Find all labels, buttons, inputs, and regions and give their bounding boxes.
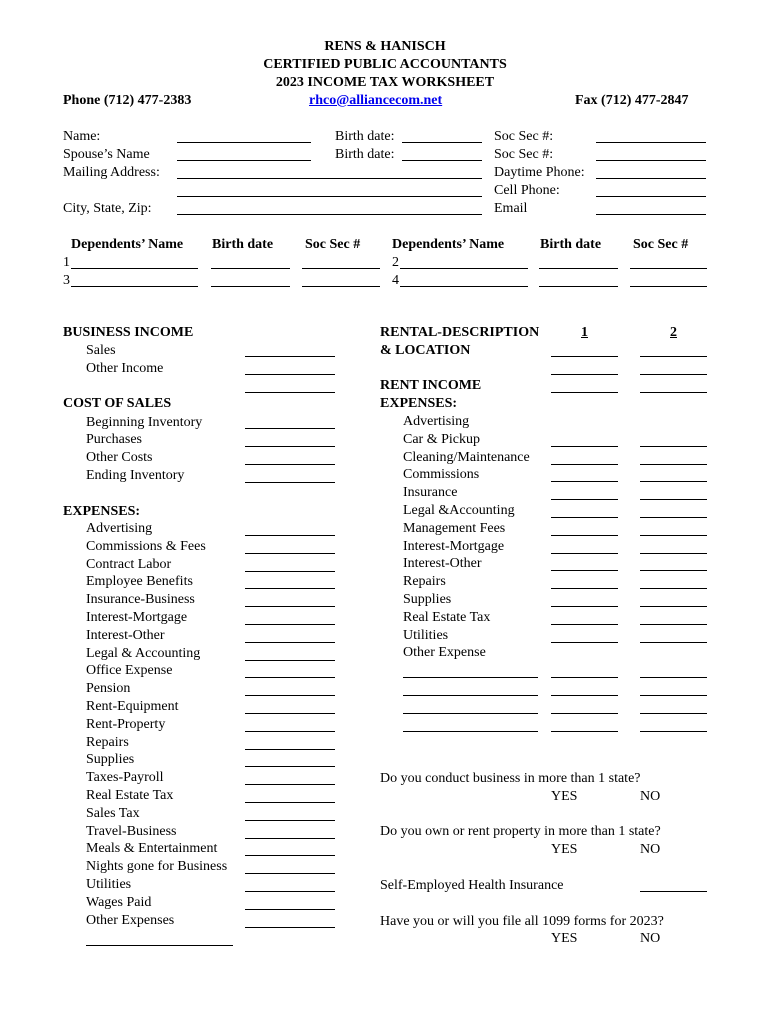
business-expense-amount-field[interactable] [245,553,335,554]
question-multi-state-property: Do you own or rent property in more than 1 state? [380,824,661,839]
rental-description-heading: RENTAL-DESCRIPTION [380,325,540,340]
health-insurance-amount-field[interactable] [640,891,707,892]
rental-2-location-field[interactable] [640,356,707,357]
business-expenses-heading: EXPENSES: [63,504,141,519]
city-label: City, State, Zip: [63,201,152,216]
rental-expense-label: Interest-Mortgage [403,538,505,554]
rental-other-description-field[interactable] [403,731,538,732]
fax-number: Fax (712) 477-2847 [575,93,689,108]
business-expense-amount-field[interactable] [245,766,335,767]
mailing-field-2[interactable] [177,196,482,197]
rental-2-expense-field[interactable] [640,553,707,554]
dependent-2-name-field[interactable] [400,268,528,269]
cos-amount-field[interactable] [245,464,335,465]
dependent-3-birth-field[interactable] [211,286,290,287]
business-amount-field[interactable] [245,392,335,393]
no-option[interactable]: NO [640,931,661,946]
rental-1-expense-field[interactable] [551,588,618,589]
rental-2-expense-field[interactable] [640,517,707,518]
rental-2-amount-field[interactable] [640,695,707,696]
rental-1-expense-field[interactable] [551,642,618,643]
rental-1-expense-field[interactable] [551,481,618,482]
business-expense-label: Employee Benefits [86,574,193,590]
dependent-row-number: 4 [392,273,399,288]
business-expense-label: Rent-Property [86,716,166,732]
rental-1-expense-field[interactable] [551,535,618,536]
rental-other-description-field[interactable] [403,677,538,678]
business-expense-amount-field[interactable] [245,891,335,892]
cos-amount-field[interactable] [245,428,335,429]
cos-item-label: Other Costs [86,450,153,465]
question-1099-forms: Have you or will you file all 1099 forms for 2023? [380,914,664,929]
business-expense-label: Repairs [86,734,129,750]
dependents-soc-header-left: Soc Sec # [305,237,361,252]
business-expense-label: Legal & Accounting [86,645,201,661]
dependent-1-name-field[interactable] [71,268,198,269]
business-expense-amount-field[interactable] [245,909,335,910]
rental-1-expense-field[interactable] [551,464,618,465]
cost-of-sales-heading: COST OF SALES [63,396,172,411]
rental-expense-label: Repairs [403,574,446,590]
business-expense-label: Advertising [86,521,153,536]
dependents-soc-header-right: Soc Sec # [633,237,689,252]
business-expense-label: Interest-Mortgage [86,610,188,625]
question-multi-state-business: Do you conduct business in more than 1 state? [380,771,641,786]
dependent-4-birth-field[interactable] [539,286,618,287]
business-expense-label: Supplies [86,752,135,768]
firm-name: RENS & HANISCH [324,39,446,54]
business-expense-amount-field[interactable] [245,677,335,678]
business-expense-label: Commissions & Fees [86,538,206,554]
business-expense-label: Meals & Entertainment [86,841,218,857]
business-expense-amount-field[interactable] [245,571,335,572]
business-expense-label: Taxes-Payroll [86,770,164,786]
rental-expense-label: Supplies [403,592,452,607]
rental-expense-label: Utilities [403,627,449,643]
business-expense-amount-field[interactable] [245,535,335,536]
dependents-name-header-right: Dependents’ Name [392,237,505,252]
rental-1-expense-field[interactable] [551,499,618,500]
dependent-3-name-field[interactable] [71,286,198,287]
rental-2-income-field[interactable] [640,392,707,393]
soc-sec-field-2[interactable] [596,160,706,161]
rental-expense-label: Insurance [403,485,458,501]
self-employed-health-insurance-label: Self-Employed Health Insurance [380,878,564,893]
dependents-birth-header-left: Birth date [212,237,274,252]
rental-expense-label: Other Expense [403,645,486,661]
rental-expense-label: Real Estate Tax [403,609,491,625]
business-expense-amount-field[interactable] [245,624,335,625]
rental-expense-label: Cleaning/Maintenance [403,449,530,465]
cell-phone-label: Cell Phone: [494,183,560,198]
yes-option[interactable]: YES [551,842,578,857]
rental-1-expense-field[interactable] [551,446,618,447]
rental-expense-label: Management Fees [403,520,506,536]
rental-2-expense-field[interactable] [640,588,707,589]
business-item-label: Sales [86,343,116,358]
business-expense-label: Contract Labor [86,556,172,572]
business-expense-label: Rent-Equipment [86,699,179,714]
rental-1-expense-field[interactable] [551,624,618,625]
rental-2-expense-field[interactable] [640,570,707,571]
business-expense-label: Travel-Business [86,823,177,839]
business-amount-field[interactable] [245,356,335,357]
city-field[interactable] [177,214,482,215]
rental-2-amount-field[interactable] [640,713,707,714]
yes-option[interactable]: YES [551,931,578,946]
business-expense-amount-field[interactable] [245,642,335,643]
spouse-label: Spouse’s Name [63,147,150,162]
rental-other-description-field[interactable] [403,695,538,696]
business-expense-amount-field[interactable] [245,713,335,714]
business-expense-label: Wages Paid [86,894,152,910]
mailing-field-1[interactable] [177,178,482,179]
name-label: Name: [63,129,101,144]
rental-2-amount-field[interactable] [640,677,707,678]
rental-expense-label: Legal &Accounting [403,503,515,518]
business-expense-amount-field[interactable] [245,606,335,607]
rental-2-location-field[interactable] [640,374,707,375]
rental-1-expense-field[interactable] [551,606,618,607]
mailing-label: Mailing Address: [63,165,160,180]
email-link[interactable]: rhco@alliancecom.net [309,93,443,108]
dependents-birth-header-right: Birth date [540,237,602,252]
cos-item-label: Beginning Inventory [86,415,203,430]
business-amount-field[interactable] [245,374,335,375]
name-field[interactable] [177,142,311,143]
dependent-4-name-field[interactable] [400,286,528,287]
business-expense-label: Insurance-Business [86,592,195,608]
email-field[interactable] [596,214,706,215]
business-expense-label: Sales Tax [86,805,140,821]
rental-expense-label: Advertising [403,414,470,429]
rental-location-heading: & LOCATION [380,343,471,358]
dependent-row-number: 2 [392,255,399,270]
rental-1-amount-field[interactable] [551,677,618,678]
business-expense-amount-field[interactable] [245,838,335,839]
business-expense-amount-field[interactable] [245,855,335,856]
rental-expense-label: Commissions [403,467,480,483]
business-expense-label: Other Expenses [86,912,175,928]
dependent-1-birth-field[interactable] [211,268,290,269]
business-expense-amount-field[interactable] [245,695,335,696]
rent-income-heading: RENT INCOME [380,378,482,393]
dependent-4-soc-field[interactable] [630,286,707,287]
dependent-row-number: 3 [63,273,70,288]
business-expense-amount-field[interactable] [245,927,335,928]
phone-number: Phone (712) 477-2383 [63,93,192,108]
rental-2-amount-field[interactable] [640,731,707,732]
business-expense-label: Interest-Other [86,627,165,643]
business-expense-label: Pension [86,681,131,697]
dependent-2-soc-field[interactable] [630,268,707,269]
rental-column-2-header: 2 [670,325,677,340]
dependent-3-soc-field[interactable] [302,286,380,287]
spouse-field[interactable] [177,160,311,161]
rental-2-expense-field[interactable] [640,481,707,482]
cell-phone-field[interactable] [596,196,706,197]
rental-1-amount-field[interactable] [551,731,618,732]
business-income-heading: BUSINESS INCOME [63,325,194,340]
rental-1-amount-field[interactable] [551,695,618,696]
rental-1-expense-field[interactable] [551,553,618,554]
birth-date-field-1[interactable] [402,142,482,143]
business-expense-label: Real Estate Tax [86,788,174,803]
cos-item-label: Purchases [86,432,142,447]
dependents-name-header-left: Dependents’ Name [71,237,184,252]
dependent-2-birth-field[interactable] [539,268,618,269]
no-option[interactable]: NO [640,789,661,804]
business-expense-amount-field[interactable] [245,588,335,589]
rental-expense-label: Interest-Other [403,556,482,572]
cos-amount-field[interactable] [245,482,335,483]
dependent-1-soc-field[interactable] [302,268,380,269]
daytime-phone-label: Daytime Phone: [494,165,585,180]
business-expense-amount-field[interactable] [245,820,335,821]
birth-date-field-2[interactable] [402,160,482,161]
rental-2-expense-field[interactable] [640,624,707,625]
daytime-phone-field[interactable] [596,178,706,179]
rental-2-expense-field[interactable] [640,642,707,643]
rental-expense-label: Car & Pickup [403,431,480,447]
soc-sec-label-1: Soc Sec #: [494,129,554,144]
form-title: 2023 INCOME TAX WORKSHEET [275,75,495,90]
business-expense-amount-field[interactable] [245,784,335,785]
rental-1-income-field[interactable] [551,392,618,393]
cos-amount-field[interactable] [245,446,335,447]
business-expense-label: Office Expense [86,663,173,679]
other-expenses-description-field[interactable] [86,945,233,946]
rental-2-expense-field[interactable] [640,446,707,447]
firm-subtitle: CERTIFIED PUBLIC ACCOUNTANTS [263,57,507,72]
rental-other-description-field[interactable] [403,713,538,714]
rental-expenses-heading: EXPENSES: [380,396,458,411]
rental-2-expense-field[interactable] [640,535,707,536]
rental-1-expense-field[interactable] [551,570,618,571]
business-expense-amount-field[interactable] [245,802,335,803]
no-option[interactable]: NO [640,842,661,857]
rental-2-expense-field[interactable] [640,499,707,500]
rental-2-expense-field[interactable] [640,606,707,607]
business-expense-amount-field[interactable] [245,749,335,750]
soc-sec-field-1[interactable] [596,142,706,143]
business-expense-label: Utilities [86,877,132,892]
business-expense-amount-field[interactable] [245,660,335,661]
business-item-label: Other Income [86,361,164,376]
birth-date-label-2: Birth date: [335,147,395,162]
business-expense-amount-field[interactable] [245,873,335,874]
rental-1-expense-field[interactable] [551,517,618,518]
birth-date-label-1: Birth date: [335,129,395,144]
dependent-row-number: 1 [63,255,70,270]
email-label: Email [494,201,528,216]
business-expense-label: Nights gone for Business [86,859,228,875]
cos-item-label: Ending Inventory [86,468,185,483]
business-expense-amount-field[interactable] [245,731,335,732]
yes-option[interactable]: YES [551,789,578,804]
soc-sec-label-2: Soc Sec #: [494,147,554,162]
rental-1-amount-field[interactable] [551,713,618,714]
rental-1-location-field[interactable] [551,374,618,375]
rental-1-location-field[interactable] [551,356,618,357]
rental-2-expense-field[interactable] [640,464,707,465]
rental-column-1-header: 1 [581,325,588,340]
